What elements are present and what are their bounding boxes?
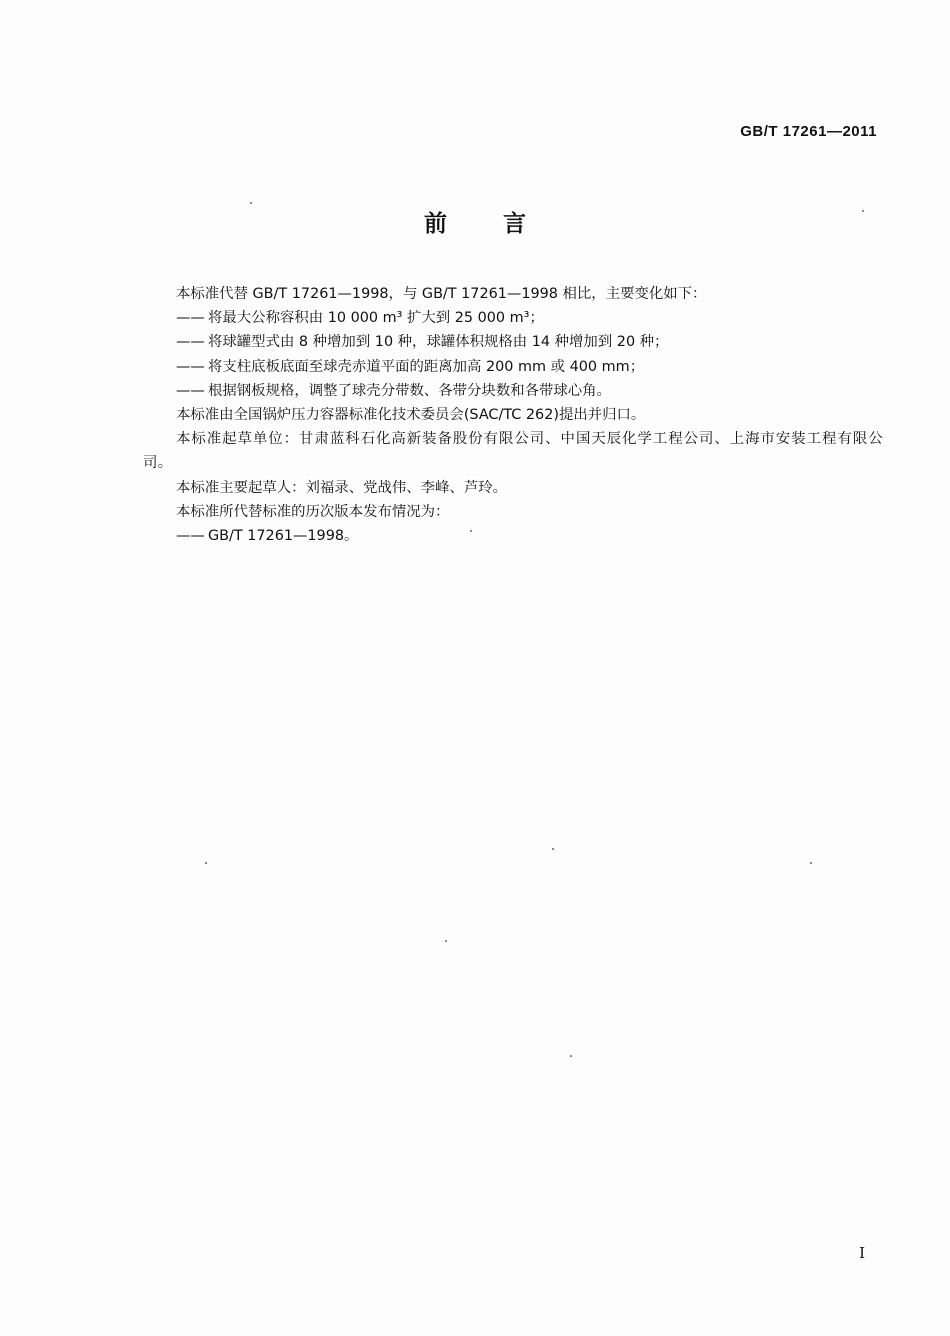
bullet-dash: ——	[176, 382, 205, 399]
change-item	[143, 306, 883, 330]
bullet-dash: ——	[176, 528, 205, 545]
history-intro-paragraph: 本标准所代替标准的历次版本发布情况为：	[176, 503, 450, 520]
scan-speck	[470, 530, 472, 532]
scan-speck	[862, 210, 864, 212]
intro-paragraph: 本标准代替 GB/T 17261—1998，与 GB/T 17261—1998 相比，主要变化如下：	[176, 286, 707, 302]
history-item	[143, 524, 883, 548]
page-number: I	[859, 1244, 865, 1262]
scan-speck	[445, 940, 447, 942]
scan-speck	[570, 1055, 572, 1057]
change-item-text: 将球罐型式由 8 种增加到 10 种，球罐体积规格由 14 种增加到 20 种；	[208, 334, 669, 351]
page-title	[0, 205, 950, 238]
change-item-text: 根据钢板规格，调整了球壳分带数、各带分块数和各带球心角。	[208, 382, 611, 399]
scan-speck	[810, 862, 812, 864]
history-item-text: GB/T 17261—1998。	[208, 528, 359, 545]
change-item	[143, 355, 883, 379]
bullet-dash: ——	[176, 334, 205, 351]
change-item-text: 将支柱底板底面至球壳赤道平面的距离加高 200 mm 或 400 mm；	[208, 358, 645, 375]
foreword-body	[143, 282, 883, 548]
title-char-2: 言	[503, 211, 526, 237]
scan-speck	[205, 862, 207, 864]
bullet-dash: ——	[176, 310, 205, 327]
change-item	[143, 379, 883, 403]
drafting-units-paragraph: 本标准起草单位：甘肃蓝科石化高新装备股份有限公司、中国天辰化学工程公司、上海市安装工程有限公司。	[143, 431, 883, 472]
proposer-paragraph: 本标准由全国锅炉压力容器标准化技术委员会(SAC/TC 262)提出并归口。	[176, 407, 646, 424]
change-item	[143, 330, 883, 354]
bullet-dash: ——	[176, 358, 205, 375]
title-char-1: 前	[424, 211, 447, 237]
standard-code: GB/T 17261—2011	[740, 123, 877, 140]
scan-speck	[552, 848, 554, 850]
change-item-text: 将最大公称容积由 10 000 m³ 扩大到 25 000 m³；	[208, 310, 544, 327]
scan-speck	[250, 202, 252, 204]
drafters-paragraph: 本标准主要起草人：刘福录、党战伟、李峰、芦玲。	[176, 479, 507, 496]
